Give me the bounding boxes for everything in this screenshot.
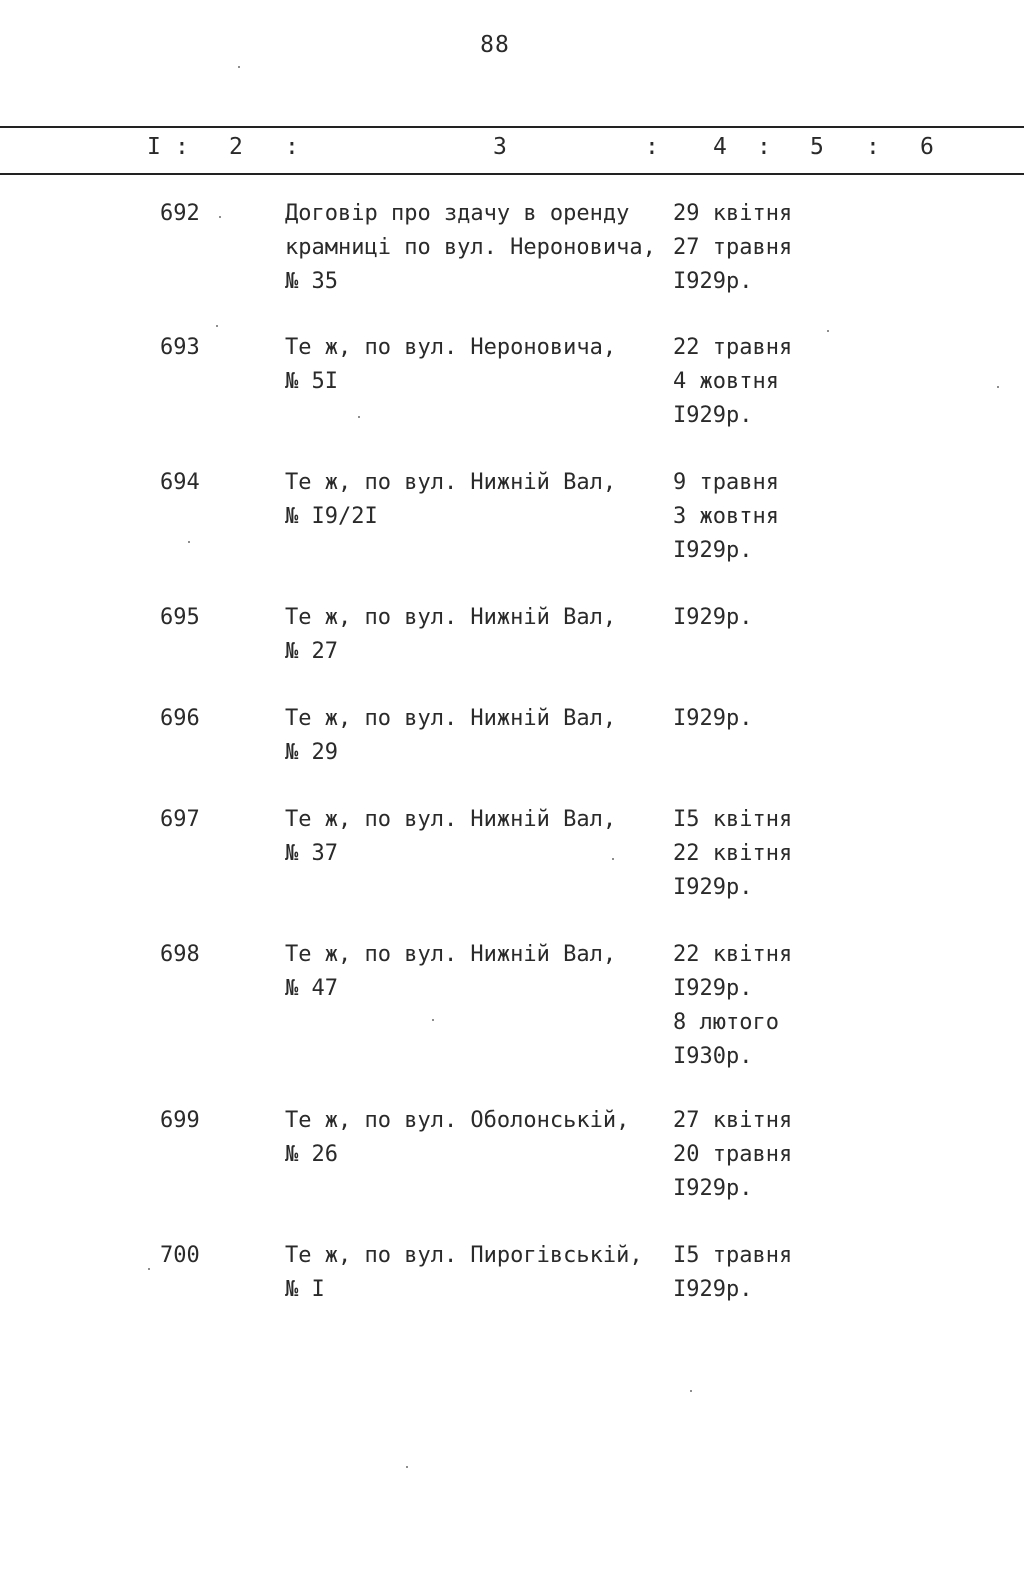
description-line: № I9/2I bbox=[285, 504, 378, 529]
date-line: I929р. bbox=[673, 976, 753, 1001]
date-line: 27 травня bbox=[673, 235, 793, 260]
date-line: I5 квітня bbox=[673, 807, 793, 832]
entry-description bbox=[285, 331, 675, 399]
date-line: I929р. bbox=[673, 1176, 753, 1201]
entry-dates bbox=[673, 702, 873, 736]
entry-number: 697 bbox=[160, 807, 200, 832]
description-line: № 37 bbox=[285, 841, 338, 866]
date-line: I5 травня bbox=[673, 1243, 793, 1268]
entry-dates bbox=[673, 331, 873, 433]
scan-speck bbox=[432, 1019, 434, 1021]
column-separator: : bbox=[175, 134, 189, 160]
entry-dates bbox=[673, 1104, 873, 1206]
date-line: 20 травня bbox=[673, 1142, 793, 1167]
header-top-rule bbox=[0, 126, 1024, 128]
entry-number: 695 bbox=[160, 605, 200, 630]
column-separator: : bbox=[645, 134, 659, 160]
scan-speck bbox=[148, 1268, 150, 1270]
page-number: 88 bbox=[480, 32, 510, 58]
entry-description bbox=[285, 466, 675, 534]
column-header-5: 5 bbox=[810, 134, 824, 160]
date-line: I929р. bbox=[673, 706, 753, 731]
entry-dates bbox=[673, 803, 873, 905]
column-header-6: 6 bbox=[920, 134, 934, 160]
description-line: № 26 bbox=[285, 1142, 338, 1167]
description-line: Те ж, по вул. Нижній Вал, bbox=[285, 470, 617, 495]
date-line: 27 квітня bbox=[673, 1108, 793, 1133]
scan-speck bbox=[997, 386, 999, 388]
scan-speck bbox=[188, 541, 190, 543]
description-line: № I bbox=[285, 1277, 325, 1302]
entry-number: 699 bbox=[160, 1108, 200, 1133]
header-bottom-rule bbox=[0, 173, 1024, 175]
scan-speck bbox=[216, 325, 218, 327]
entry-dates bbox=[673, 466, 873, 568]
column-separator: : bbox=[757, 134, 771, 160]
entry-number: 700 bbox=[160, 1243, 200, 1268]
description-line: № 27 bbox=[285, 639, 338, 664]
scan-speck bbox=[358, 416, 360, 418]
column-header-2: 2 bbox=[229, 134, 243, 160]
column-header-3: 3 bbox=[493, 134, 507, 160]
scan-speck bbox=[406, 1466, 408, 1468]
entry-description bbox=[285, 601, 675, 669]
description-line: Те ж, по вул. Оболонській, bbox=[285, 1108, 630, 1133]
date-line: I929р. bbox=[673, 403, 753, 428]
entry-description bbox=[285, 197, 675, 299]
entry-dates bbox=[673, 1239, 873, 1307]
description-line: Те ж, по вул. Нижній Вал, bbox=[285, 942, 617, 967]
date-line: I929р. bbox=[673, 269, 753, 294]
description-line: № 47 bbox=[285, 976, 338, 1001]
description-line: Те ж, по вул. Пирогівській, bbox=[285, 1243, 643, 1268]
scan-speck bbox=[827, 330, 829, 332]
entry-number: 694 bbox=[160, 470, 200, 495]
scan-speck bbox=[690, 1390, 692, 1392]
date-line: I929р. bbox=[673, 538, 753, 563]
column-header-4: 4 bbox=[713, 134, 727, 160]
date-line: 29 квітня bbox=[673, 201, 793, 226]
column-separator: : bbox=[285, 134, 299, 160]
date-line: I929р. bbox=[673, 1277, 753, 1302]
column-header-1: I bbox=[147, 134, 161, 160]
date-line: 9 травня bbox=[673, 470, 779, 495]
scan-speck bbox=[612, 858, 614, 860]
date-line: 22 травня bbox=[673, 335, 793, 360]
description-line: № 5I bbox=[285, 369, 338, 394]
date-line: 22 квітня bbox=[673, 942, 793, 967]
entry-dates bbox=[673, 601, 873, 635]
description-line: Договір про здачу в оренду bbox=[285, 201, 630, 226]
entry-description bbox=[285, 1239, 675, 1307]
entry-number: 692 bbox=[160, 201, 200, 226]
date-line: 3 жовтня bbox=[673, 504, 779, 529]
entry-number: 698 bbox=[160, 942, 200, 967]
description-line: крамниці по вул. Нероновича, bbox=[285, 235, 656, 260]
date-line: 4 жовтня bbox=[673, 369, 779, 394]
scan-speck bbox=[238, 66, 240, 68]
description-line: Те ж, по вул. Нижній Вал, bbox=[285, 706, 617, 731]
date-line: 22 квітня bbox=[673, 841, 793, 866]
column-separator: : bbox=[866, 134, 880, 160]
entry-description bbox=[285, 803, 675, 871]
entry-description bbox=[285, 1104, 675, 1172]
description-line: Те ж, по вул. Нижній Вал, bbox=[285, 605, 617, 630]
date-line: I929р. bbox=[673, 875, 753, 900]
date-line: I929р. bbox=[673, 605, 753, 630]
entry-description bbox=[285, 938, 675, 1006]
date-line: I930р. bbox=[673, 1044, 753, 1069]
entry-number: 696 bbox=[160, 706, 200, 731]
description-line: Те ж, по вул. Нижній Вал, bbox=[285, 807, 617, 832]
date-line: 8 лютого bbox=[673, 1010, 779, 1035]
scan-speck bbox=[219, 216, 221, 218]
description-line: № 35 bbox=[285, 269, 338, 294]
entry-number: 693 bbox=[160, 335, 200, 360]
description-line: № 29 bbox=[285, 740, 338, 765]
description-line: Те ж, по вул. Нероновича, bbox=[285, 335, 617, 360]
entry-description bbox=[285, 702, 675, 770]
entry-dates bbox=[673, 938, 873, 1074]
entry-dates bbox=[673, 197, 873, 299]
